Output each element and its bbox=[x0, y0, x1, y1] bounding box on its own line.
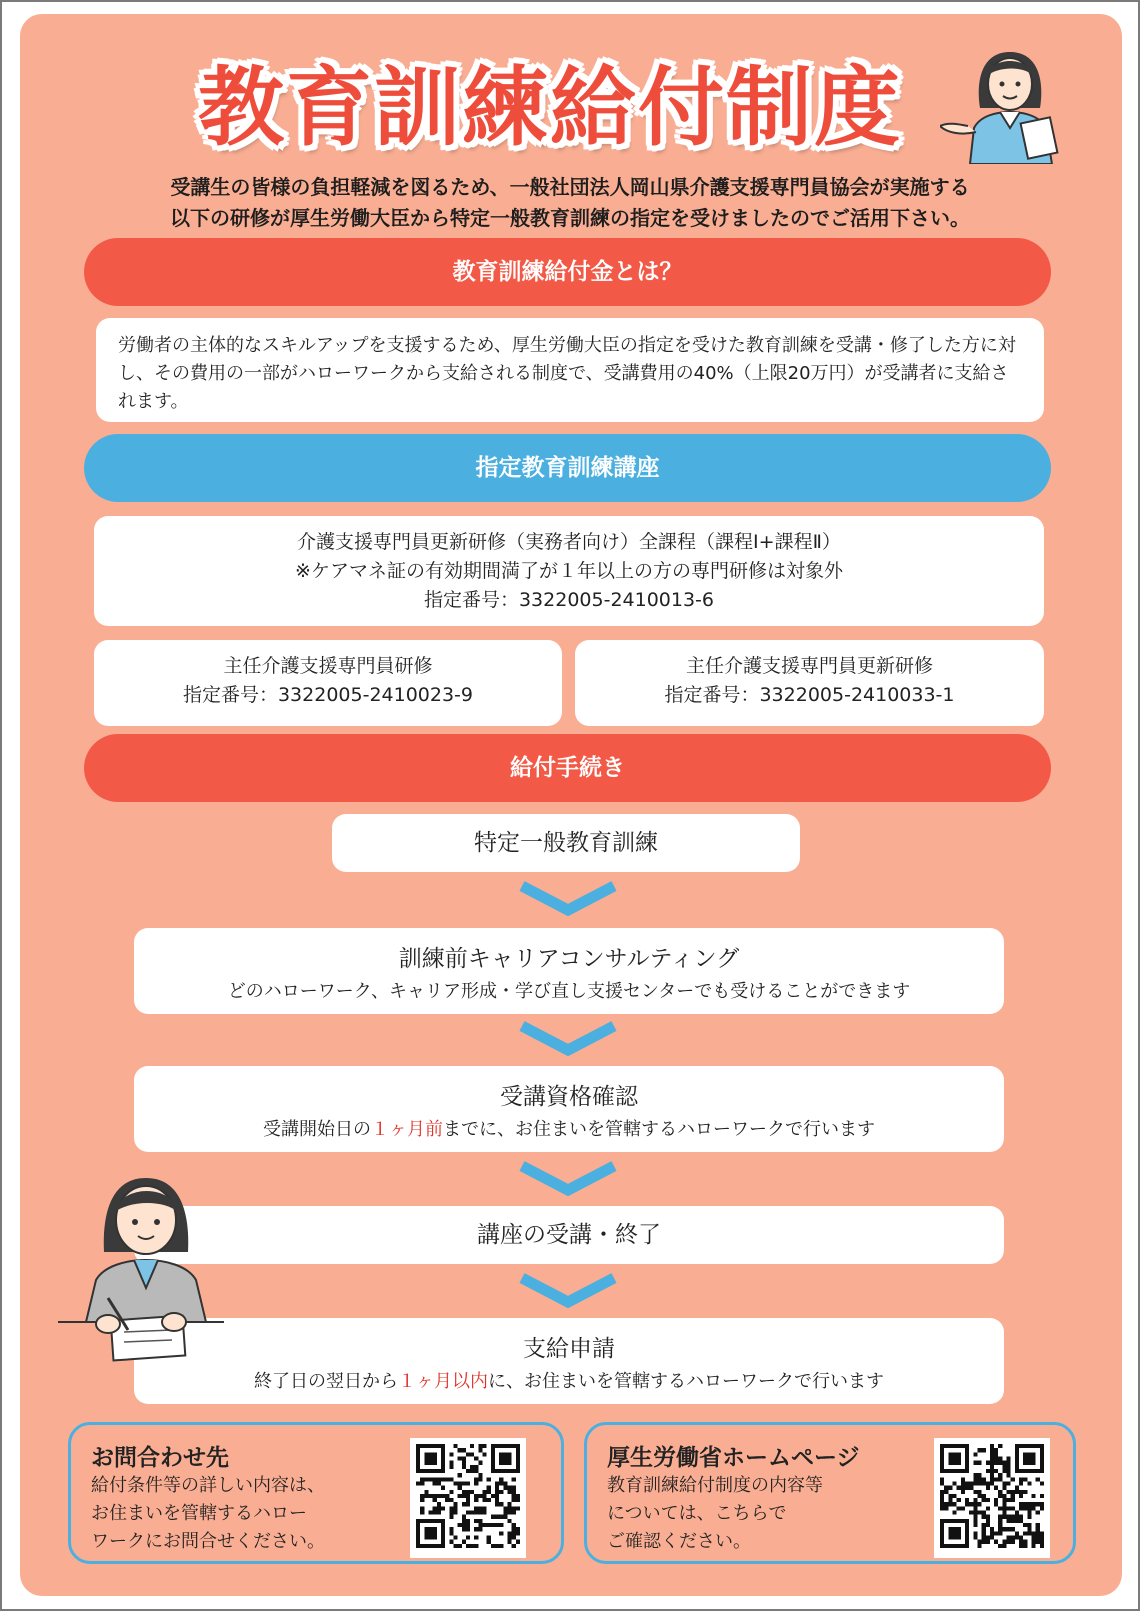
intro-text bbox=[60, 172, 1080, 234]
course-note: ※ケアマネ証の有効期間満了が１年以上の方の専門研修は対象外 bbox=[295, 560, 843, 582]
step-subtext-post: に、お住まいを管轄するハローワークで行います bbox=[488, 1371, 884, 1392]
intro-line-2: 以下の研修が厚生労働大臣から特定一般教育訓練の指定を受けましたのでご活用下さい。 bbox=[170, 206, 970, 230]
ministry-title: 厚生労働省ホームページ bbox=[607, 1445, 860, 1471]
writing-woman-illustration bbox=[56, 1172, 226, 1368]
step-subtext bbox=[134, 1115, 1004, 1141]
presenter-woman-illustration bbox=[940, 32, 1080, 164]
contact-line-1: 給付条件等の詳しい内容は、 bbox=[91, 1475, 325, 1496]
step-subtext bbox=[134, 1367, 1004, 1393]
course-name: 介護支援専門員更新研修（実務者向け）全課程（課程Ⅰ+課程Ⅱ） bbox=[297, 531, 841, 553]
page-title: 教育訓練給付制度 bbox=[198, 58, 902, 158]
ministry-qr-code[interactable] bbox=[934, 1438, 1050, 1558]
course-name: 主任介護支援専門員研修 bbox=[223, 655, 433, 677]
step-title: 特定一般教育訓練 bbox=[474, 830, 658, 856]
step-subtext: どのハローワーク、キャリア形成・学び直し支援センターでも受けることができます bbox=[227, 981, 911, 1002]
chevron-down-icon bbox=[516, 1160, 620, 1198]
contact-line-2: お住まいを管轄するハロー bbox=[91, 1503, 307, 1524]
ministry-line-2: については、こちらで bbox=[607, 1503, 787, 1524]
step-card-5 bbox=[134, 1318, 1004, 1404]
step-subtext-post: までに、お住まいを管轄するハローワークで行います bbox=[443, 1119, 875, 1140]
step-title: 支給申請 bbox=[523, 1336, 615, 1362]
course-number: 指定番号：3322005-2410023-9 bbox=[182, 684, 474, 706]
course-card-chief bbox=[94, 640, 562, 726]
step-title: 受講資格確認 bbox=[500, 1084, 638, 1110]
step-title: 訓練前キャリアコンサルティング bbox=[398, 946, 740, 972]
step-title: 講座の受講・終了 bbox=[477, 1222, 661, 1248]
chevron-down-icon bbox=[516, 1020, 620, 1058]
step-subtext-highlight: １ヶ月前 bbox=[371, 1119, 443, 1140]
step-card-2 bbox=[134, 928, 1004, 1014]
intro-line-1: 受講生の皆様の負担軽減を図るため、一般社団法人岡山県介護支援専門員協会が実施する bbox=[170, 175, 970, 199]
step-card-3 bbox=[134, 1066, 1004, 1152]
step-card-4 bbox=[134, 1206, 1004, 1264]
qr-code-icon bbox=[416, 1444, 520, 1548]
section-heading-procedure: 給付手続き bbox=[84, 734, 1051, 802]
step-subtext-pre: 受講開始日の bbox=[263, 1119, 371, 1140]
chevron-down-icon bbox=[516, 1272, 620, 1310]
course-card-renewal bbox=[94, 516, 1044, 626]
contact-line-3: ワークにお問合せください。 bbox=[91, 1531, 325, 1552]
contact-qr-code[interactable] bbox=[410, 1438, 526, 1558]
step-card-1 bbox=[332, 814, 800, 872]
benefit-description: 労働者の主体的なスキルアップを支援するため、厚生労働大臣の指定を受けた教育訓練を受講・修了した方に対し、その費用の一部がハローワークから支給される制度で、受講費用の40%（上限20万円）が受講者に支給されます。 bbox=[96, 318, 1044, 422]
chevron-down-icon bbox=[516, 880, 620, 918]
section-heading-courses: 指定教育訓練講座 bbox=[84, 434, 1051, 502]
contact-title: お問合わせ先 bbox=[91, 1445, 229, 1471]
course-number: 指定番号：3322005-2410013-6 bbox=[423, 589, 715, 611]
ministry-line-1: 教育訓練給付制度の内容等 bbox=[607, 1475, 823, 1496]
step-subtext-highlight: １ヶ月以内 bbox=[398, 1371, 488, 1392]
course-card-chief-renewal bbox=[575, 640, 1044, 726]
step-subtext-pre: 終了日の翌日から bbox=[254, 1371, 398, 1392]
section-heading-benefit: 教育訓練給付金とは？ bbox=[84, 238, 1051, 306]
ministry-line-3: ご確認ください。 bbox=[607, 1531, 751, 1552]
course-name: 主任介護支援専門員更新研修 bbox=[685, 655, 933, 677]
course-number: 指定番号：3322005-2410033-1 bbox=[664, 684, 955, 706]
qr-code-icon bbox=[940, 1444, 1044, 1548]
